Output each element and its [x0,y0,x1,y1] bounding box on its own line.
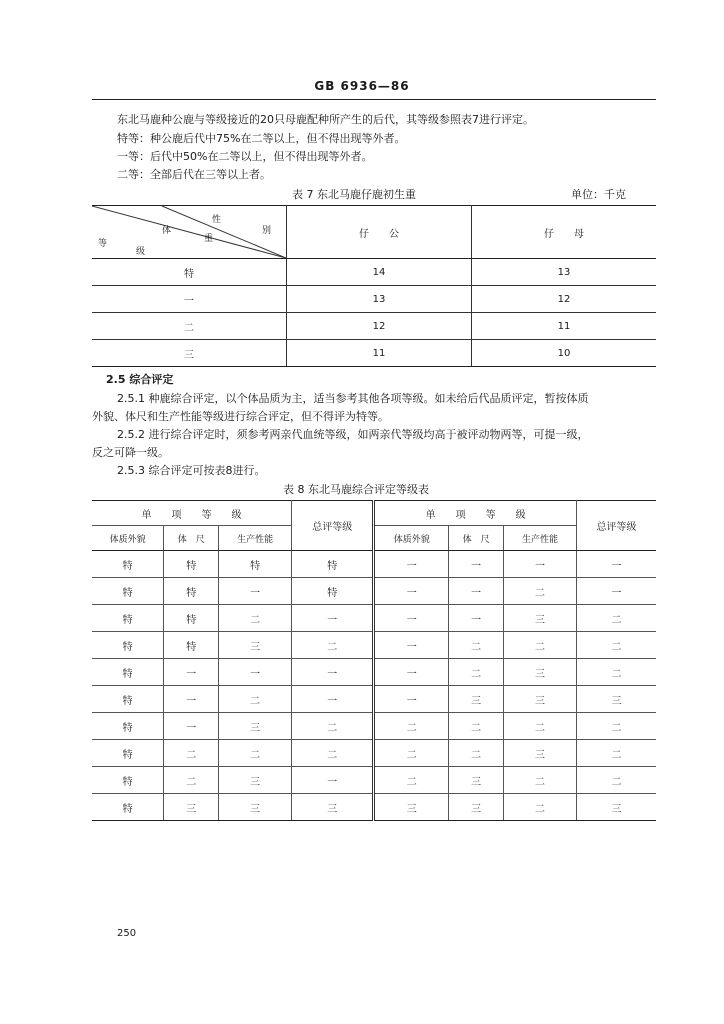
grade-cell: 二 [449,713,504,740]
grade-cell: 三 [374,794,449,821]
grade-cell: 特 [92,713,164,740]
grade-cell: 二 [504,767,577,794]
grade-cell: 一 [374,578,449,605]
paragraph-4: 二等：全部后代在三等以上者。 [117,168,271,181]
table8-total-left: 总评等级 [291,501,374,551]
paragraph-1: 东北马鹿种公鹿与等级接近的20只母鹿配种所产生的后代，其等级参照表7进行评定。 [117,113,534,126]
male-weight-cell: 13 [287,286,472,313]
grade-cell: 二 [449,659,504,686]
diag-deng: 等 [98,239,108,249]
grade-cell: 二 [449,632,504,659]
grade-cell: 二 [219,686,292,713]
col-body-size: 体 尺 [164,526,219,551]
grade-cell: 二 [576,767,656,794]
grade-cell: 三 [449,794,504,821]
section-2-5: 2.5 综合评定 [106,373,174,386]
table-row [92,578,656,605]
grade-cell: 一 [219,659,292,686]
table7-col-female: 仔 母 [472,206,657,259]
paragraph-3: 一等：后代中50%在二等以上，但不得出现等外者。 [117,150,373,163]
grade-cell: 二 [576,659,656,686]
grade-cell: 二 [219,740,292,767]
grade-cell: 二 [164,767,219,794]
col-physique: 体质外貌 [92,526,164,551]
table-row [92,794,656,821]
table-row [92,686,656,713]
grade-cell: 一 [504,551,577,578]
table8-group-left: 单 项 等 级 [92,501,291,526]
section-2-5-2-b: 反之可降一级。 [92,446,169,459]
female-weight-cell: 11 [472,313,657,340]
grade-cell: 二 [374,713,449,740]
grade-cell: 二 [504,632,577,659]
grade-cell: 三 [164,794,219,821]
grade-cell: 二 [576,632,656,659]
female-weight-cell: 10 [472,340,657,367]
grade-cell: 一 [291,767,374,794]
table7 [92,205,656,367]
table-row [92,659,656,686]
grade-cell: 特 [164,578,219,605]
grade-cell: 特 [219,551,292,578]
grade-cell: 二 [219,605,292,632]
table7-col-male: 仔 公 [287,206,472,259]
grade-cell: 三 [219,713,292,740]
grade-cell: 三 [576,686,656,713]
section-2-5-1-a: 2.5.1 种鹿综合评定，以个体品质为主，适当参考其他各项等级。如未给后代品质评定，暂按体质 [117,392,589,405]
standard-header: GB 6936—86 [314,79,410,93]
grade-cell: 特 [164,632,219,659]
grade-cell: 一 [576,578,656,605]
male-weight-cell: 12 [287,313,472,340]
table-row [92,286,656,313]
diag-gender: 性 [212,215,222,225]
table-row [92,740,656,767]
grade-cell: 一 [449,551,504,578]
grade-cell: 一 [291,686,374,713]
grade-cell: 一 [92,286,287,313]
table8-total-right: 总评等级 [576,501,656,551]
table-row [92,340,656,367]
grade-cell: 特 [92,551,164,578]
grade-cell: 特 [92,686,164,713]
col-production: 生产性能 [504,526,577,551]
grade-cell: 三 [504,659,577,686]
paragraph-2: 特等：种公鹿后代中75%在二等以上，但不得出现等外者。 [117,132,406,145]
grade-cell: 特 [92,632,164,659]
grade-cell: 二 [504,578,577,605]
grade-cell: 一 [374,686,449,713]
grade-cell: 特 [92,767,164,794]
grade-cell: 特 [291,551,374,578]
grade-cell: 一 [164,659,219,686]
grade-cell: 特 [164,551,219,578]
diagonal-lines [92,206,286,258]
grade-cell: 二 [92,313,287,340]
grade-cell: 一 [374,659,449,686]
section-2-5-3: 2.5.3 综合评定可按表8进行。 [117,464,266,477]
grade-cell: 一 [291,659,374,686]
diag-body: 体 [162,226,172,236]
grade-cell: 三 [449,767,504,794]
grade-cell: 一 [164,686,219,713]
diag-weight: 重 [204,234,214,244]
female-weight-cell: 13 [472,259,657,286]
grade-cell: 三 [504,686,577,713]
grade-cell: 一 [374,605,449,632]
table7-diagonal-header [92,206,287,259]
section-2-5-2-a: 2.5.2 进行综合评定时，须参考两亲代血统等级，如两亲代等级均高于被评动物两等，可提一级， [117,428,589,441]
diag-ji: 级 [136,247,146,257]
grade-cell: 特 [291,578,374,605]
page-number: 250 [117,928,137,939]
male-weight-cell: 14 [287,259,472,286]
grade-cell: 二 [374,767,449,794]
grade-cell: 二 [576,605,656,632]
grade-cell: 特 [92,605,164,632]
grade-cell: 二 [504,713,577,740]
grade-cell: 二 [291,713,374,740]
table8-group-right: 单 项 等 级 [374,501,576,526]
grade-cell: 二 [374,740,449,767]
table-row [92,713,656,740]
grade-cell: 一 [164,713,219,740]
section-2-5-1-b: 外貌、体尺和生产性能等级进行综合评定，但不得评为特等。 [92,410,389,423]
grade-cell: 三 [449,686,504,713]
grade-cell: 二 [291,632,374,659]
table7-caption: 表 7 东北马鹿仔鹿初生重 [292,188,416,201]
table-row [92,259,656,286]
grade-cell: 一 [449,605,504,632]
table-row [92,313,656,340]
grade-cell: 特 [92,259,287,286]
table-row [92,551,656,578]
grade-cell: 三 [219,767,292,794]
header-rule [92,99,656,100]
grade-cell: 一 [219,578,292,605]
grade-cell: 三 [219,632,292,659]
male-weight-cell: 11 [287,340,472,367]
grade-cell: 特 [92,794,164,821]
grade-cell: 二 [576,713,656,740]
table7-unit: 单位：千克 [571,188,626,201]
table8-caption: 表 8 东北马鹿综合评定等级表 [283,483,429,496]
grade-cell: 特 [92,659,164,686]
grade-cell: 三 [504,740,577,767]
grade-cell: 一 [374,632,449,659]
grade-cell: 三 [291,794,374,821]
grade-cell: 特 [92,578,164,605]
table-row [92,632,656,659]
table-row [92,767,656,794]
grade-cell: 三 [504,605,577,632]
grade-cell: 一 [374,551,449,578]
grade-cell: 一 [291,605,374,632]
col-body-size: 体 尺 [449,526,504,551]
grade-cell: 一 [449,578,504,605]
col-production: 生产性能 [219,526,292,551]
female-weight-cell: 12 [472,286,657,313]
grade-cell: 特 [164,605,219,632]
table8 [92,500,656,821]
grade-cell: 二 [504,794,577,821]
grade-cell: 二 [164,740,219,767]
grade-cell: 二 [449,740,504,767]
diag-bie: 别 [262,226,272,236]
table-row [92,605,656,632]
grade-cell: 三 [576,794,656,821]
grade-cell: 二 [576,740,656,767]
grade-cell: 特 [92,740,164,767]
grade-cell: 二 [291,740,374,767]
grade-cell: 一 [576,551,656,578]
col-physique: 体质外貌 [374,526,449,551]
grade-cell: 三 [219,794,292,821]
grade-cell: 三 [92,340,287,367]
